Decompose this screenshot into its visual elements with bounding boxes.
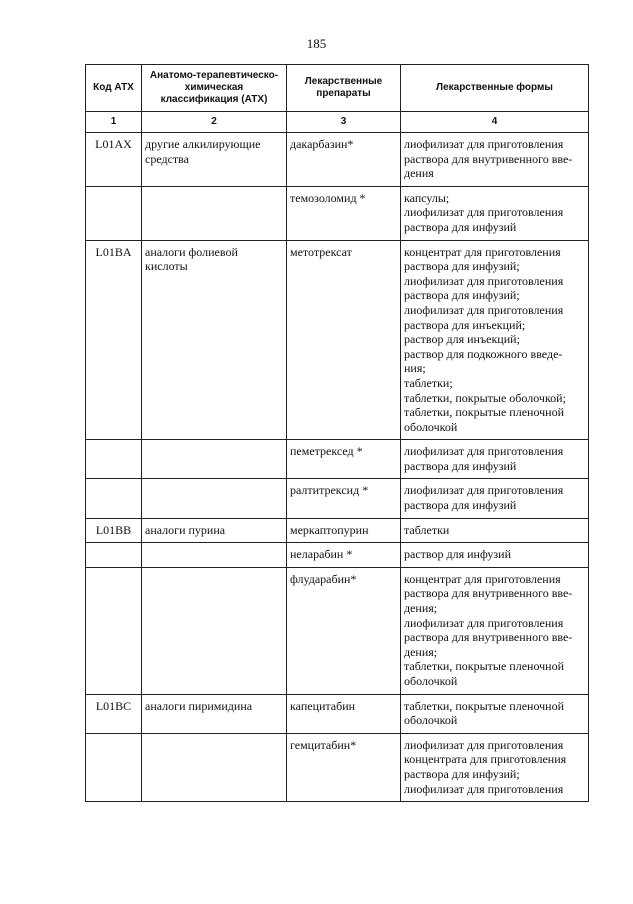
dosage-form-line: раствора для инъекций; bbox=[404, 317, 526, 332]
classification-cell bbox=[142, 543, 287, 568]
classification-cell bbox=[142, 186, 287, 240]
dosage-form-line: раствора для инфузий; bbox=[404, 259, 520, 274]
atx-code-cell: L01BB bbox=[86, 518, 142, 543]
table-row bbox=[86, 543, 589, 568]
drug-name-cell: флударабин* bbox=[287, 567, 401, 694]
dosage-forms-cell bbox=[401, 567, 589, 694]
dosage-form-line: таблетки, покрытые пленочной bbox=[404, 659, 565, 674]
header-classification: Анатомо-терапевтическо-химическая классификация (АТХ) bbox=[142, 65, 287, 112]
table-body bbox=[86, 133, 589, 802]
column-number: 4 bbox=[401, 112, 589, 133]
header-code: Код АТХ bbox=[86, 65, 142, 112]
classification-cell: аналоги пиримидина bbox=[142, 694, 287, 733]
column-number: 3 bbox=[287, 112, 401, 133]
dosage-form-line: лиофилизат для приготовления bbox=[404, 137, 564, 151]
classification-cell: аналоги фолиевой кислоты bbox=[142, 240, 287, 440]
dosage-forms-cell bbox=[401, 479, 589, 518]
dosage-form-line: таблетки, покрытые оболочкой; bbox=[404, 390, 566, 405]
table-row bbox=[86, 694, 589, 733]
dosage-form-line: дения; bbox=[404, 644, 438, 659]
dosage-form-line: таблетки, покрытые пленочной bbox=[404, 405, 565, 420]
table-row bbox=[86, 733, 589, 801]
dosage-form-line: концентрата для приготовления bbox=[404, 752, 567, 767]
atx-code-cell bbox=[86, 733, 142, 801]
dosage-form-line: раствор для инфузий bbox=[404, 547, 511, 562]
atx-drug-table bbox=[85, 64, 589, 802]
classification-cell bbox=[142, 733, 287, 801]
table-row bbox=[86, 518, 589, 543]
dosage-forms-cell bbox=[401, 440, 589, 479]
drug-name-cell: ралтитрексид * bbox=[287, 479, 401, 518]
dosage-form-line: ния; bbox=[404, 361, 426, 376]
dosage-form-line: лиофилизат для приготовления bbox=[404, 615, 564, 630]
table-row bbox=[86, 133, 589, 187]
classification-cell: другие алкилирующие средства bbox=[142, 133, 287, 187]
classification-cell bbox=[142, 440, 287, 479]
classification-cell: аналоги пурина bbox=[142, 518, 287, 543]
drug-name-cell: дакарбазин* bbox=[287, 133, 401, 187]
dosage-forms-cell bbox=[401, 733, 589, 801]
atx-code-cell bbox=[86, 440, 142, 479]
dosage-form-line: раствора для инфузий; bbox=[404, 766, 520, 781]
dosage-form-line: концентрат для приготовления bbox=[404, 244, 561, 259]
dosage-form-line: раствора для внутривенного вве- bbox=[404, 586, 573, 601]
atx-code-cell bbox=[86, 567, 142, 694]
drug-name-cell: темозоломид * bbox=[287, 186, 401, 240]
drug-name-cell: пеметрексед * bbox=[287, 440, 401, 479]
dosage-form-line: дения bbox=[404, 166, 434, 181]
drug-name-cell: гемцитабин* bbox=[287, 733, 401, 801]
dosage-form-line: лиофилизат для приготовления bbox=[404, 205, 564, 220]
dosage-form-line: лиофилизат для приготовления bbox=[404, 302, 564, 317]
atx-code-cell bbox=[86, 543, 142, 568]
dosage-form-line: оболочкой bbox=[404, 419, 458, 434]
dosage-form-line: раствор для инъекций; bbox=[404, 332, 520, 347]
header-drugs: Лекарственные препараты bbox=[287, 65, 401, 112]
dosage-forms-cell bbox=[401, 133, 589, 187]
column-number: 1 bbox=[86, 112, 142, 133]
dosage-form-line: таблетки, покрытые пленочной bbox=[404, 698, 565, 713]
dosage-forms-cell bbox=[401, 186, 589, 240]
dosage-form-line: раствор для подкожного введе- bbox=[404, 346, 563, 361]
header-forms: Лекарственные формы bbox=[401, 65, 589, 112]
drug-name-cell: меркаптопурин bbox=[287, 518, 401, 543]
dosage-form-line: оболочкой bbox=[404, 674, 458, 688]
dosage-form-line: таблетки bbox=[404, 522, 450, 537]
atx-code-cell: L01BC bbox=[86, 694, 142, 733]
dosage-form-line: раствора для внутривенного вве- bbox=[404, 630, 573, 645]
table-row bbox=[86, 240, 589, 440]
drug-name-cell: капецитабин bbox=[287, 694, 401, 733]
column-number: 2 bbox=[142, 112, 287, 133]
atx-code-cell: L01BA bbox=[86, 240, 142, 440]
dosage-form-line: лиофилизат для приготовления bbox=[404, 483, 564, 498]
drug-name-cell: неларабин * bbox=[287, 543, 401, 568]
dosage-form-line: капсулы; bbox=[404, 190, 450, 205]
dosage-form-line: лиофилизат для приготовления bbox=[404, 444, 564, 459]
table-header-row bbox=[86, 65, 589, 112]
dosage-forms-cell bbox=[401, 543, 589, 568]
dosage-form-line: дения; bbox=[404, 601, 438, 616]
table-row bbox=[86, 440, 589, 479]
dosage-form-line: раствора для инфузий bbox=[404, 219, 517, 234]
atx-code-cell bbox=[86, 479, 142, 518]
dosage-form-line: оболочкой bbox=[404, 713, 458, 728]
dosage-form-line: лиофилизат для приготовления bbox=[404, 737, 564, 752]
page-number: 185 bbox=[306, 36, 327, 51]
column-number-row bbox=[86, 112, 589, 133]
dosage-form-line: раствора для инфузий; bbox=[404, 288, 520, 303]
table-row bbox=[86, 567, 589, 694]
atx-code-cell: L01AX bbox=[86, 133, 142, 187]
dosage-form-line: лиофилизат для приготовления bbox=[404, 273, 564, 288]
dosage-form-line: раствора для инфузий bbox=[404, 498, 517, 513]
dosage-forms-cell bbox=[401, 518, 589, 543]
drug-name-cell: метотрексат bbox=[287, 240, 401, 440]
dosage-form-line: раствора для внутривенного вве- bbox=[404, 151, 573, 166]
classification-cell bbox=[142, 479, 287, 518]
atx-code-cell bbox=[86, 186, 142, 240]
classification-cell bbox=[142, 567, 287, 694]
table-row bbox=[86, 186, 589, 240]
dosage-forms-cell bbox=[401, 240, 589, 440]
table-row bbox=[86, 479, 589, 518]
dosage-form-line: таблетки; bbox=[404, 375, 453, 390]
dosage-form-line: раствора для инфузий bbox=[404, 458, 517, 473]
dosage-form-line: лиофилизат для приготовления bbox=[404, 781, 564, 796]
dosage-form-line: концентрат для приготовления bbox=[404, 571, 561, 586]
dosage-forms-cell bbox=[401, 694, 589, 733]
